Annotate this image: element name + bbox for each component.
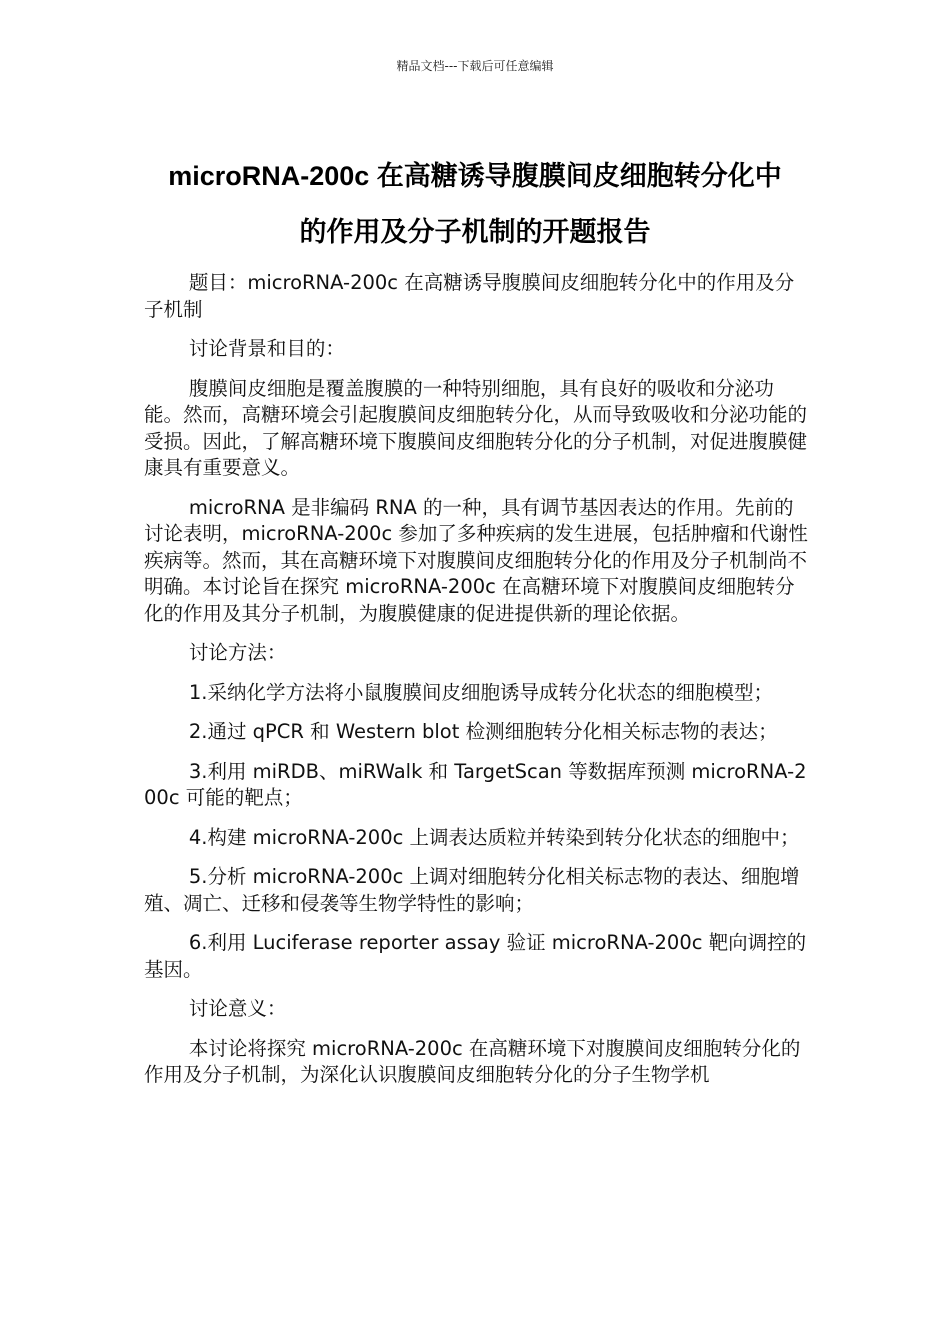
method-item-3: 3.利用 miRDB、miRWalk 和 TargetScan 等数据库预测 microRNA-200c 可能的靶点； (144, 759, 807, 809)
method-item-1: 1.采纳化学方法将小鼠腹膜间皮细胞诱导成转分化状态的细胞模型； (188, 680, 773, 704)
heading-methods: 讨论方法： (188, 641, 287, 664)
paragraph-topic: 题目：microRNA-200c 在高糖诱导腹膜间皮细胞转分化中的作用及分子机制 (144, 271, 795, 321)
method-item-6: 6.利用 Luciferase reporter assay 验证 microRNA-200c 靶向调控的基因。 (144, 931, 807, 981)
title-line-2: 的作用及分子机制的开题报告 (299, 217, 651, 248)
header-note: 精品文档---下载后可任意编辑 (396, 59, 554, 73)
method-item-5: 5.分析 microRNA-200c 上调对细胞转分化相关标志物的表达、细胞增殖、凋亡、迁移和侵袭等生物学特性的影响； (144, 865, 800, 915)
document-title (120, 148, 830, 260)
method-item-2: 2.通过 qPCR 和 Western blot 检测细胞转分化相关标志物的表达； (188, 720, 778, 743)
title-line-1: microRNA-200c 在高糖诱导腹膜间皮细胞转分化中 (168, 161, 782, 192)
method-item-4: 4.构建 microRNA-200c 上调表达质粒并转染到转分化状态的细胞中； (188, 825, 800, 849)
heading-significance: 讨论意义： (188, 997, 287, 1020)
paragraph-significance: 本讨论将探究 microRNA-200c 在高糖环境下对腹膜间皮细胞转分化的作用及分子机制，为深化认识腹膜间皮细胞转分化的分子生物学机 (144, 1036, 801, 1086)
heading-background: 讨论背景和目的： (188, 337, 345, 360)
paragraph-background-1: 腹膜间皮细胞是覆盖腹膜的一种特别细胞，具有良好的吸收和分泌功能。然而，高糖环境会引起腹膜间皮细胞转分化，从而导致吸收和分泌功能的受损。因此，了解高糖环境下腹膜间皮细胞转分化的分子机制，对促进腹膜健康具有重要意义。 (144, 376, 808, 479)
document-body (144, 270, 809, 1102)
paragraph-background-2: microRNA 是非编码 RNA 的一种，具有调节基因表达的作用。先前的讨论表明，microRNA-200c 参加了多种疾病的发生进展，包括肿瘤和代谢性疾病等。然而，其在高糖环境下对腹膜间皮细胞转分化的作用及分子机制尚不明确。本讨论旨在探究 microRNA-200c 在高糖环境下对腹膜间皮细胞转分化的作用及其分子机制，为腹膜健康的促进提供新的理论依据。 (144, 495, 808, 625)
